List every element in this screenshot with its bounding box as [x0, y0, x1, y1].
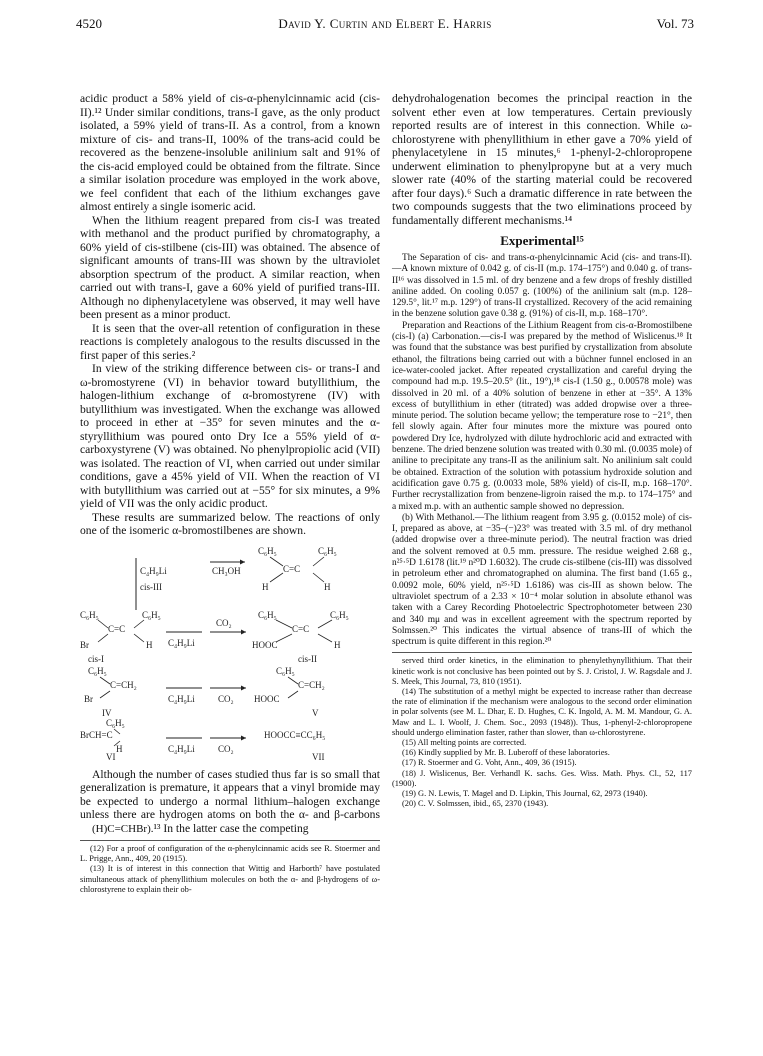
paragraph: acidic product a 58% yield of cis-α-phenylcinnamic acid (cis-II).¹² Under similar conditions, trans-I gave, as the only product isolated, a 59% yield of trans-II. As a control, from a known mixture of cis- and trans-II, 100% of the trans-acid could be recovered as the benzene-insoluble anilinium salt and 91% of the cis-acid employed could be obtained from the filtrate. Since a similar isolation procedure was employed in the work above, we feel confident that each of the lithium exchanges gave almost entirely a single isomeric acid. [80, 92, 380, 213]
scheme-group: C₆H₅ [276, 665, 295, 676]
scheme-group: C₆H₅ [318, 545, 337, 556]
experimental-paragraph: (b) With Methanol.—The lithium reagent from 3.95 g. (0.0152 mole) of cis-I, prepared as above, at −35–(−)23° was treated with 3.5 ml. of dry methanol (added dropwise over a three-minute period). The neutral fraction was dried and the solvent removed at 0.5 mm. pressure. The residue weighed 2.68 g., n²⁵·⁵D 1.6178 (lit.¹⁹ n²⁰D 1.6032). The crude cis-stilbene (cis-III) was dissolved in petroleum ether and chromatographed on alumina. The first band (1.65 g., 0.0092 mole, 60% yield, n²⁵·⁵D 1.6186) was cis-III as shown below. The ultraviolet spectrum of a 2.33 × 10⁻⁴ molar solution in absolute ethanol was taken with a Carey Recording Photoelectric Spectrophotometer between 230 and 340 mμ and was in excellent agreement with the spectrum reported by Solmssen.²⁰ This indicates the virtual absence of trans-III of which the spectrum is quite different in this region.²⁰ [392, 512, 692, 648]
scheme-reagent: C₄H₉Li [168, 743, 195, 754]
paragraph: In view of the striking difference between cis- or trans-I and ω-bromostyrene (VI) in behavior toward butyllithium, the halogen-lithium exchange of α-bromostyrene (IV) with butyllithium was investigated. When the exchange was allowed to proceed in ether at −35° for seven minutes and the α-styryllithium was poured onto Dry Ice a 55% yield of α-carboxystyrene (V) was obtained. No phenylpropiolic acid (VII) was isolated. The reaction of VI, when carried out under similar conditions, gave a 45% yield of VII. When the reaction of VI with butyllithium was carried out at −55° for six minutes, a 9% yield of VII was the only acidic product. [80, 362, 380, 510]
paragraph [80, 768, 380, 837]
scheme-group: H [262, 581, 269, 592]
experimental-paragraph: The Separation of cis- and trans-α-phenylcinnamic Acid (cis- and trans-II).—A known mixture of 0.042 g. of cis-II (m.p. 174–175°) and 0.040 g. of trans-II¹⁶ was dissolved in 1.5 ml. of dry benzene and a few drops of freshly distilled aniline added. On cooling 0.057 g. (100%) of the anilinium salt (m.p. 128–129.5°, lit.¹⁷ m.p. 129°) of trans-II crystallized. Recovery of the acid remaining in the benzene solution gave 0.38 g. (91%) of cis-II, m.p. 168–170°. [392, 253, 692, 320]
paragraph: dehydrohalogenation becomes the principal reaction in the solvent ether even at low temperatures. Certain previously reported results are of interest in this connection. While ω-chlorostyrene with phenyllithium in ether gave a 70% yield of phenylacetylene in 15 minutes,⁶ 1-phenyl-2-chloropropene underwent elimination to phenylpropyne but at a very much slower rate (40% of the starting material could be recovered after four days).⁶ Such a dramatic difference in rate between the two compounds suggests that the two eliminations proceed by fundamentally different mechanisms.¹⁴ [392, 92, 692, 227]
footnote: (12) For a proof of configuration of the α-phenylcinnamic acids see R. Stoermer and L. Prigge, Ann., 409, 20 (1915). [80, 844, 380, 864]
scheme-group: Br [84, 693, 93, 704]
page-number: 4520 [76, 16, 102, 31]
scheme-label: cis-III [140, 581, 162, 592]
scheme-group: HOOC [252, 639, 278, 650]
footnote: (17) R. Stoermer and G. Voht, Ann., 409, 36 (1915). [402, 758, 577, 768]
scheme-group: BrCH=C [80, 729, 113, 740]
scheme-group: C₆H₅ [330, 609, 349, 620]
scheme-reagent: CH₃OH [212, 565, 241, 576]
right-column [392, 92, 692, 809]
scheme-group: C₆H₅ [106, 717, 125, 728]
scheme-group: H [116, 743, 123, 754]
scheme-reagent: C₄H₉Li [140, 565, 167, 576]
running-title: David Y. Curtin and Elbert E. Harris [278, 16, 492, 31]
footnote: (15) All melting points are corrected. [402, 738, 527, 748]
footnote: (14) The substitution of a methyl might be expected to increase rather than decrease the rate of elimination if the mechanism were analogous to the second order elimination in polar solvents (see M. L. Dhar, E. D. Hughes, C. K. Ingold, A. M. M. Mandour, G. A. Maw and L. I. Woolf, J. Chem. Soc., 2093 (1948)). Thus, 1-phenyl-2-chloropropene should undergo elimination faster, rather than slower, than ω-chlorostyrene. [392, 687, 692, 737]
scheme-label: VI [106, 751, 116, 762]
scheme-group: C₆H₅ [258, 545, 277, 556]
scheme-group: Br [80, 639, 89, 650]
scheme-group: HOOC [254, 693, 280, 704]
scheme-group: C₆H₅ [258, 609, 277, 620]
footnote: (20) C. V. Solmssen, ibid., 65, 2370 (1943). [402, 799, 549, 809]
scheme-group: C=CH₂ [110, 679, 137, 690]
inline-formula: (H)C=CHBr). [92, 822, 154, 835]
svg-text:C=C: C=C [292, 623, 310, 634]
scheme-reagent: CO₂ [218, 693, 234, 704]
scheme-group: H [146, 639, 153, 650]
footnote: (13) It is of interest in this connection that Wittig and Harborth⁷ have postulated simultaneous attack of phenyllithium molecules on both the α- and β-hydrogens of ω-chlorostyrene to explain their ob- [80, 864, 380, 894]
footnote: (16) Kindly supplied by Mr. B. Luberoff of these laboratories. [402, 748, 610, 758]
scheme-group: C₆H₅ [88, 665, 107, 676]
scheme-group: H [334, 639, 341, 650]
scheme-label: IV [102, 707, 112, 718]
footnote: (18) J. Wislicenus, Ber. Verhandl K. sachs. Ges. Wiss. Math. Phys. Cl., 52, 117 (1900). [392, 768, 692, 788]
reaction-scheme [80, 540, 380, 762]
left-column [80, 92, 380, 895]
paragraph-text: ¹³ In the latter case the competing [153, 821, 309, 835]
paragraph: It is seen that the over-all retention of configuration in these reactions is completely analogous to the results discussed in the first paper of this series.² [80, 321, 380, 362]
scheme-label: V [312, 707, 319, 718]
paragraph-text: Although the number of cases studied thus far is so small that generalization is premature, it appears that a vinyl bromide may be expected to undergo a normal lithium–halogen exchange unless there are hydrogen atoms on both the α- and β-carbons [80, 767, 380, 821]
footnote-rule [392, 652, 692, 653]
scheme-reagent: CO₂ [218, 743, 234, 754]
scheme-reagent: CO₂ [216, 617, 232, 628]
scheme-group: C=CH₂ [298, 679, 325, 690]
scheme-reagent: C₄H₉Li [168, 637, 195, 648]
scheme-group: HOOCC≡CC₆H₅ [264, 729, 326, 740]
scheme-reagent: C₄H₉Li [168, 693, 195, 704]
scheme-group: C₆H₅ [80, 609, 99, 620]
experimental-paragraph: Preparation and Reactions of the Lithium Reagent from cis-α-Bromostilbene (cis-I) (a) Carbonation.—cis-I was prepared by the method of Wislicenus.¹⁸ It was found that the substance was best purified by crystallization from absolute ethanol, the filtrations being carried out with a büchner funnel enclosed in an ice-water-cooled jacket. After repeated crystallization and careful drying the compound had m.p. 19.5–20.5° (lit., 19°),¹⁸ cis-I (1.50 g., 0.00578 mole) was dissolved in 20 ml. of a 40% solution of benzene in ether at −35°. A 13% excess of butyllithium in ether (titrated) was added dropwise over a three-minute period. The solution became yellow; the temperature rose to −21°, then fell slowly again. After four minutes more the mixture was poured onto powdered Dry Ice, hydrolyzed with dilute hydrochloric acid and extracted with benzene. The dried benzene solution was treated with 0.30 ml. (0.0035 mole) of aniline to precipitate any trans-II as the anilinium salt. No anilinium salt could be obtained. Extraction of the solution with potassium hydroxide solution and acidification gave 0.75 g. (0.0033 mole, 58% yield) of cis-II, m.p. 168–170°. Further recrystallization from benzene-ligroin raised the m.p. to 174–175° and a mixed m.p. with an authentic sample showed no depression. [392, 320, 692, 512]
volume-label: Vol. 73 [656, 16, 694, 31]
scheme-label: cis-II [298, 653, 317, 664]
reaction-scheme-drawing [80, 540, 380, 762]
footnote-rule [80, 840, 380, 841]
section-heading: Experimental¹⁵ [500, 233, 584, 248]
paragraph: These results are summarized below. The reactions of only one of the isomeric α-bromostilbenes are shown. [80, 510, 380, 537]
footnote: served third order kinetics, in the elimination to phenylethynyllithium. That their kinetic work is not conclusive has been pointed out by S. J. Cristol, J. W. Ragsdale and J. S. Meek, This Journal, 73, 810 (1951). [392, 656, 692, 686]
footnote: (19) G. N. Lewis, T. Magel and D. Lipkin, This Journal, 62, 2973 (1940). [402, 789, 648, 799]
scheme-group: C₆H₅ [142, 609, 161, 620]
svg-text:C=C: C=C [108, 623, 126, 634]
scheme-label: VII [312, 751, 325, 762]
scheme-group: H [324, 581, 331, 592]
paragraph: When the lithium reagent prepared from cis-I was treated with methanol and the product purified by chromatography, a 60% yield of cis-stilbene (cis-III) was obtained. The absence of significant amounts of trans-III was shown by the ultraviolet absorption spectrum of the product. A similar reaction, when carried out with trans-I, gave a 60% yield of purified trans-III. Although no diphenylacetylene was observed, it may well have been present as a minor product. [80, 213, 380, 321]
svg-text:C=C: C=C [283, 563, 301, 574]
scheme-label: cis-I [88, 653, 104, 664]
page-header [76, 16, 694, 36]
